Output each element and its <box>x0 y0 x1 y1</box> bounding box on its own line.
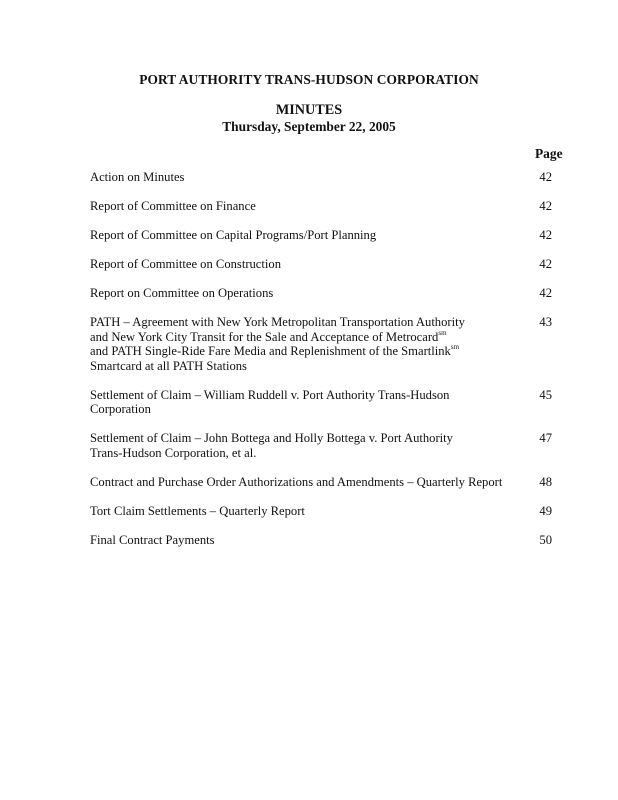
toc-entry-line-text: Action on Minutes <box>90 170 185 184</box>
toc-entry <box>90 533 560 548</box>
toc-entry-title <box>90 286 510 301</box>
toc-entry-title <box>90 533 510 548</box>
toc-entry-line <box>90 344 510 359</box>
toc-entry <box>90 475 560 490</box>
toc-entry-page-number: 42 <box>539 199 552 213</box>
toc-entry-line <box>90 475 510 490</box>
toc-entry <box>90 431 560 460</box>
toc-entry-page-number: 49 <box>539 503 552 518</box>
toc-entry <box>90 504 560 519</box>
toc-entry-line-text: Report of Committee on Finance <box>90 199 256 213</box>
toc-entry-page-number: 48 <box>539 474 552 489</box>
toc-entry-title <box>90 388 510 417</box>
toc-entry-line-text: Report of Committee on Capital Programs/Port Planning <box>90 228 377 242</box>
toc-entry-title <box>90 315 510 373</box>
toc-entry-line <box>90 228 510 243</box>
page-column-header: Page <box>535 146 563 161</box>
toc-entry-line <box>90 446 510 461</box>
toc-entry-title <box>90 199 510 214</box>
toc-entry-line-text: and New York City Transit for the Sale and Acceptance of Metrocard <box>90 329 439 344</box>
toc-entry-line <box>90 431 510 446</box>
toc-entry-line <box>90 402 510 417</box>
toc-entry-line <box>90 359 510 374</box>
organization-title: PORT AUTHORITY TRANS-HUDSON CORPORATION <box>139 72 479 87</box>
toc-entry-line <box>90 199 510 214</box>
toc-entry-page-number: 42 <box>539 257 552 271</box>
toc-entry-title <box>90 504 510 519</box>
toc-entry-title <box>90 257 510 272</box>
toc-entry <box>90 199 560 214</box>
toc-entry-page-number: 42 <box>539 228 552 242</box>
toc-entry-page-number: 50 <box>539 532 552 547</box>
toc-entry-line-text: Corporation <box>90 402 151 416</box>
toc-entry-page-number: 43 <box>539 315 552 329</box>
toc-entry <box>90 257 560 272</box>
meeting-date: Thursday, September 22, 2005 <box>222 119 396 134</box>
toc-entry-line <box>90 388 510 403</box>
toc-entry-line <box>90 286 510 301</box>
toc-entry-title <box>90 228 510 243</box>
toc-entry <box>90 286 560 301</box>
toc-entry-page-number: 47 <box>539 431 552 445</box>
toc-entry-title <box>90 475 510 490</box>
toc-entry-line <box>90 170 510 185</box>
toc-entry-line <box>90 257 510 272</box>
table-of-contents <box>90 170 560 562</box>
toc-entry-line <box>90 330 510 345</box>
toc-entry-page-number: 42 <box>539 286 552 300</box>
toc-entry-line-text: Report on Committee on Operations <box>90 286 274 300</box>
toc-entry <box>90 228 560 243</box>
toc-entry-page-number: 42 <box>539 170 552 184</box>
toc-entry-line-text: Settlement of Claim – John Bottega and Holly Bottega v. Port Authority <box>90 431 453 445</box>
service-mark-superscript: sm <box>450 343 460 351</box>
toc-entry-line-text: Final Contract Payments <box>90 532 215 547</box>
toc-entry-line-text: Tort Claim Settlements – Quarterly Report <box>90 503 305 518</box>
toc-entry-line <box>90 315 510 330</box>
toc-entry-line-text: Report of Committee on Construction <box>90 257 281 271</box>
service-mark-superscript: sm <box>438 328 447 337</box>
toc-entry-line-text: PATH – Agreement with New York Metropolitan Transportation Authority <box>90 315 465 329</box>
toc-entry-page-number: 45 <box>539 387 552 402</box>
minutes-heading: MINUTES <box>275 102 343 118</box>
toc-entry-title <box>90 431 510 460</box>
toc-entry-line-text: Settlement of Claim – William Ruddell v. Port Authority Trans-Hudson <box>90 387 450 402</box>
toc-entry <box>90 388 560 417</box>
toc-entry-line-text: Contract and Purchase Order Authorizations and Amendments – Quarterly Report <box>90 474 503 489</box>
toc-entry-line <box>90 533 510 548</box>
toc-entry <box>90 170 560 185</box>
toc-entry-line-text: Trans-Hudson Corporation, et al. <box>90 445 257 460</box>
toc-entry-line-text: Smartcard at all PATH Stations <box>90 358 247 373</box>
toc-entry-line-text: and PATH Single-Ride Fare Media and Replenishment of the Smartlink <box>90 344 451 358</box>
toc-entry <box>90 315 560 373</box>
toc-entry-line <box>90 504 510 519</box>
toc-entry-title <box>90 170 510 185</box>
